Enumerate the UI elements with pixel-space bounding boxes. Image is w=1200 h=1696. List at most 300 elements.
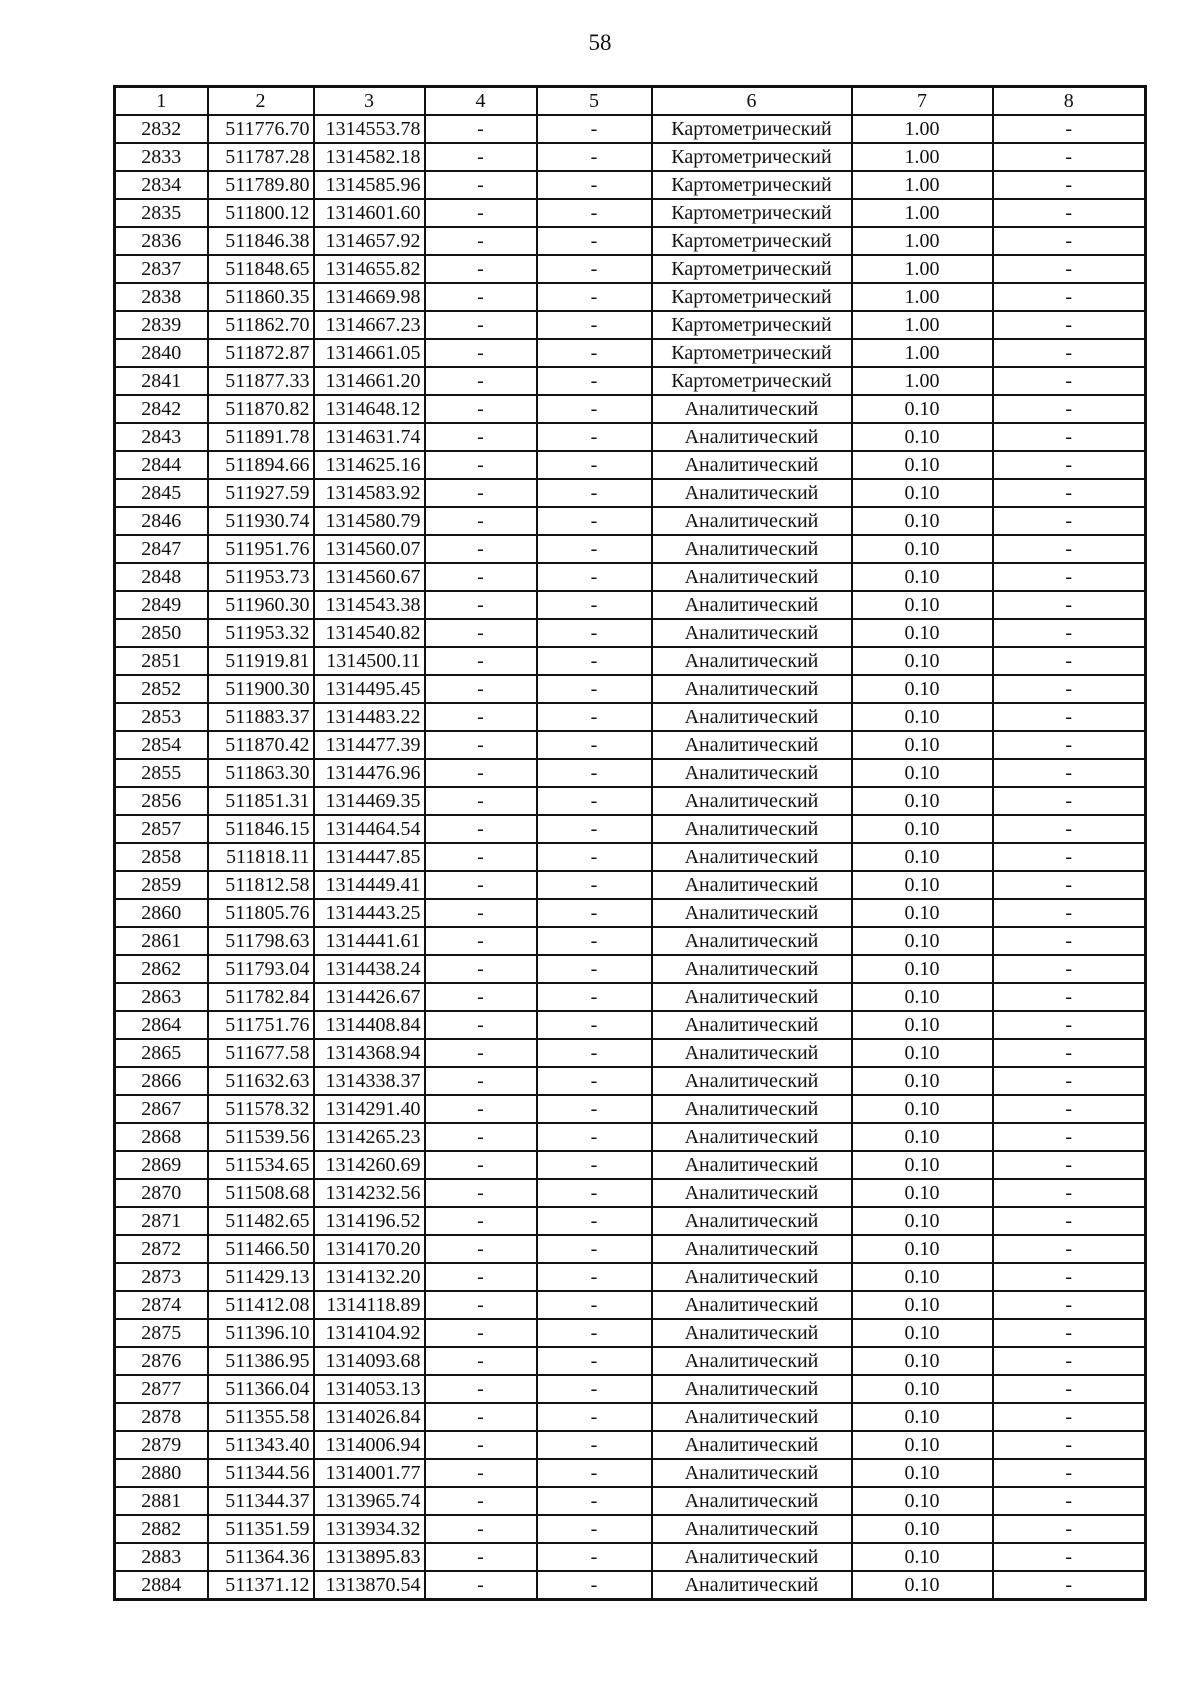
cell-accuracy: 0.10 [852, 395, 993, 423]
table-row [115, 1067, 1146, 1095]
cell-coord-y: 1314540.82 [314, 619, 425, 647]
table-row [115, 1011, 1146, 1039]
cell-coord-x: 511953.32 [208, 619, 314, 647]
cell-coord-y: 1314368.94 [314, 1039, 425, 1067]
cell-point-number: 2879 [115, 1431, 208, 1459]
cell-col-5: - [537, 675, 652, 703]
cell-method: Аналитический [652, 983, 852, 1011]
cell-accuracy: 0.10 [852, 871, 993, 899]
cell-coord-x: 511789.80 [208, 171, 314, 199]
cell-col-8: - [993, 171, 1146, 199]
cell-coord-y: 1313965.74 [314, 1487, 425, 1515]
cell-method: Аналитический [652, 703, 852, 731]
cell-accuracy: 1.00 [852, 339, 993, 367]
cell-coord-y: 1314093.68 [314, 1347, 425, 1375]
cell-point-number: 2866 [115, 1067, 208, 1095]
cell-point-number: 2880 [115, 1459, 208, 1487]
column-header-5: 5 [537, 87, 652, 116]
cell-col-5: - [537, 199, 652, 227]
cell-col-8: - [993, 787, 1146, 815]
cell-col-8: - [993, 451, 1146, 479]
cell-col-5: - [537, 1291, 652, 1319]
cell-coord-y: 1314661.05 [314, 339, 425, 367]
cell-method: Картометрический [652, 339, 852, 367]
cell-accuracy: 0.10 [852, 1011, 993, 1039]
cell-coord-x: 511787.28 [208, 143, 314, 171]
cell-col-4: - [425, 1487, 537, 1515]
cell-col-5: - [537, 311, 652, 339]
cell-coord-y: 1314170.20 [314, 1235, 425, 1263]
table-row [115, 1459, 1146, 1487]
cell-col-4: - [425, 367, 537, 395]
cell-point-number: 2857 [115, 815, 208, 843]
cell-method: Аналитический [652, 1459, 852, 1487]
cell-point-number: 2884 [115, 1571, 208, 1600]
table-row [115, 479, 1146, 507]
table-row [115, 983, 1146, 1011]
cell-accuracy: 1.00 [852, 311, 993, 339]
cell-coord-y: 1313895.83 [314, 1543, 425, 1571]
cell-coord-x: 511508.68 [208, 1179, 314, 1207]
cell-col-5: - [537, 1067, 652, 1095]
cell-col-8: - [993, 1459, 1146, 1487]
cell-method: Аналитический [652, 955, 852, 983]
cell-coord-x: 511534.65 [208, 1151, 314, 1179]
cell-col-5: - [537, 1487, 652, 1515]
cell-col-4: - [425, 759, 537, 787]
cell-accuracy: 0.10 [852, 1123, 993, 1151]
cell-col-5: - [537, 1347, 652, 1375]
cell-coord-y: 1314408.84 [314, 1011, 425, 1039]
cell-col-8: - [993, 703, 1146, 731]
cell-col-4: - [425, 451, 537, 479]
cell-coord-y: 1314449.41 [314, 871, 425, 899]
cell-method: Картометрический [652, 283, 852, 311]
table-row [115, 1207, 1146, 1235]
cell-col-5: - [537, 1543, 652, 1571]
cell-coord-y: 1314338.37 [314, 1067, 425, 1095]
table-row [115, 1403, 1146, 1431]
cell-point-number: 2849 [115, 591, 208, 619]
table-row [115, 1235, 1146, 1263]
cell-point-number: 2878 [115, 1403, 208, 1431]
cell-coord-x: 511364.36 [208, 1543, 314, 1571]
cell-accuracy: 0.10 [852, 423, 993, 451]
cell-accuracy: 1.00 [852, 283, 993, 311]
cell-col-8: - [993, 1291, 1146, 1319]
table-row [115, 1487, 1146, 1515]
cell-col-4: - [425, 1515, 537, 1543]
table-row [115, 843, 1146, 871]
cell-coord-x: 511800.12 [208, 199, 314, 227]
cell-col-8: - [993, 395, 1146, 423]
cell-col-8: - [993, 871, 1146, 899]
cell-accuracy: 0.10 [852, 1571, 993, 1600]
cell-col-4: - [425, 815, 537, 843]
cell-coord-y: 1314053.13 [314, 1375, 425, 1403]
cell-coord-x: 511578.32 [208, 1095, 314, 1123]
table-row [115, 619, 1146, 647]
cell-coord-x: 511927.59 [208, 479, 314, 507]
cell-col-8: - [993, 1235, 1146, 1263]
cell-method: Аналитический [652, 1039, 852, 1067]
cell-col-5: - [537, 479, 652, 507]
cell-col-4: - [425, 1375, 537, 1403]
cell-method: Аналитический [652, 871, 852, 899]
cell-point-number: 2874 [115, 1291, 208, 1319]
cell-coord-x: 511851.31 [208, 787, 314, 815]
cell-coord-x: 511482.65 [208, 1207, 314, 1235]
cell-col-5: - [537, 283, 652, 311]
cell-col-8: - [993, 815, 1146, 843]
cell-col-8: - [993, 759, 1146, 787]
cell-coord-y: 1314661.20 [314, 367, 425, 395]
cell-accuracy: 0.10 [852, 843, 993, 871]
cell-accuracy: 0.10 [852, 1095, 993, 1123]
cell-coord-x: 511366.04 [208, 1375, 314, 1403]
cell-coord-x: 511344.56 [208, 1459, 314, 1487]
cell-col-8: - [993, 1067, 1146, 1095]
cell-point-number: 2841 [115, 367, 208, 395]
cell-col-5: - [537, 1571, 652, 1600]
cell-accuracy: 1.00 [852, 367, 993, 395]
cell-col-4: - [425, 1179, 537, 1207]
cell-col-8: - [993, 927, 1146, 955]
cell-col-4: - [425, 535, 537, 563]
cell-col-8: - [993, 731, 1146, 759]
cell-accuracy: 0.10 [852, 1067, 993, 1095]
cell-col-4: - [425, 1095, 537, 1123]
cell-point-number: 2833 [115, 143, 208, 171]
cell-method: Аналитический [652, 1235, 852, 1263]
cell-accuracy: 0.10 [852, 619, 993, 647]
cell-accuracy: 0.10 [852, 1543, 993, 1571]
cell-point-number: 2852 [115, 675, 208, 703]
cell-accuracy: 0.10 [852, 731, 993, 759]
cell-coord-y: 1314483.22 [314, 703, 425, 731]
cell-method: Аналитический [652, 1067, 852, 1095]
cell-col-5: - [537, 815, 652, 843]
cell-coord-y: 1314625.16 [314, 451, 425, 479]
cell-method: Аналитический [652, 787, 852, 815]
cell-accuracy: 0.10 [852, 1319, 993, 1347]
cell-col-5: - [537, 1459, 652, 1487]
cell-col-4: - [425, 899, 537, 927]
cell-point-number: 2844 [115, 451, 208, 479]
cell-accuracy: 0.10 [852, 1151, 993, 1179]
cell-point-number: 2875 [115, 1319, 208, 1347]
cell-col-8: - [993, 563, 1146, 591]
cell-accuracy: 0.10 [852, 479, 993, 507]
cell-point-number: 2872 [115, 1235, 208, 1263]
cell-point-number: 2870 [115, 1179, 208, 1207]
cell-coord-x: 511818.11 [208, 843, 314, 871]
cell-col-4: - [425, 955, 537, 983]
cell-method: Аналитический [652, 1431, 852, 1459]
cell-col-4: - [425, 479, 537, 507]
cell-accuracy: 0.10 [852, 1207, 993, 1235]
cell-accuracy: 0.10 [852, 1263, 993, 1291]
cell-col-5: - [537, 171, 652, 199]
cell-coord-x: 511386.95 [208, 1347, 314, 1375]
cell-col-5: - [537, 1123, 652, 1151]
cell-col-8: - [993, 619, 1146, 647]
table-row [115, 1375, 1146, 1403]
cell-col-5: - [537, 367, 652, 395]
cell-col-5: - [537, 983, 652, 1011]
cell-col-4: - [425, 283, 537, 311]
cell-point-number: 2864 [115, 1011, 208, 1039]
cell-coord-y: 1314553.78 [314, 115, 425, 143]
cell-accuracy: 0.10 [852, 451, 993, 479]
cell-method: Аналитический [652, 619, 852, 647]
table-row [115, 591, 1146, 619]
cell-col-8: - [993, 255, 1146, 283]
cell-col-4: - [425, 1431, 537, 1459]
cell-col-8: - [993, 115, 1146, 143]
cell-col-4: - [425, 311, 537, 339]
cell-col-5: - [537, 1319, 652, 1347]
cell-col-5: - [537, 563, 652, 591]
cell-point-number: 2877 [115, 1375, 208, 1403]
cell-coord-y: 1314118.89 [314, 1291, 425, 1319]
table-row [115, 899, 1146, 927]
cell-col-8: - [993, 367, 1146, 395]
cell-accuracy: 0.10 [852, 1515, 993, 1543]
cell-method: Картометрический [652, 171, 852, 199]
table-row [115, 311, 1146, 339]
cell-col-4: - [425, 787, 537, 815]
column-header-1: 1 [115, 87, 208, 116]
table-row [115, 759, 1146, 787]
cell-col-8: - [993, 1431, 1146, 1459]
cell-accuracy: 1.00 [852, 199, 993, 227]
cell-coord-x: 511891.78 [208, 423, 314, 451]
cell-coord-x: 511677.58 [208, 1039, 314, 1067]
cell-coord-y: 1314426.67 [314, 983, 425, 1011]
table-row [115, 955, 1146, 983]
cell-point-number: 2869 [115, 1151, 208, 1179]
cell-method: Аналитический [652, 1571, 852, 1600]
cell-point-number: 2854 [115, 731, 208, 759]
cell-method: Аналитический [652, 1403, 852, 1431]
cell-method: Аналитический [652, 451, 852, 479]
cell-method: Аналитический [652, 1123, 852, 1151]
cell-method: Аналитический [652, 647, 852, 675]
cell-col-8: - [993, 1207, 1146, 1235]
column-header-6: 6 [652, 87, 852, 116]
cell-col-4: - [425, 1543, 537, 1571]
cell-col-8: - [993, 1515, 1146, 1543]
cell-method: Аналитический [652, 1543, 852, 1571]
cell-coord-y: 1314476.96 [314, 759, 425, 787]
cell-coord-x: 511930.74 [208, 507, 314, 535]
cell-coord-y: 1314657.92 [314, 227, 425, 255]
cell-coord-x: 511805.76 [208, 899, 314, 927]
cell-point-number: 2863 [115, 983, 208, 1011]
cell-point-number: 2873 [115, 1263, 208, 1291]
cell-accuracy: 1.00 [852, 227, 993, 255]
cell-coord-y: 1314580.79 [314, 507, 425, 535]
cell-col-4: - [425, 171, 537, 199]
cell-col-4: - [425, 983, 537, 1011]
cell-point-number: 2848 [115, 563, 208, 591]
cell-method: Аналитический [652, 395, 852, 423]
cell-coord-y: 1314104.92 [314, 1319, 425, 1347]
cell-coord-y: 1314441.61 [314, 927, 425, 955]
table-row [115, 283, 1146, 311]
cell-col-5: - [537, 1375, 652, 1403]
cell-accuracy: 0.10 [852, 927, 993, 955]
cell-col-5: - [537, 115, 652, 143]
cell-coord-y: 1314265.23 [314, 1123, 425, 1151]
cell-coord-x: 511846.38 [208, 227, 314, 255]
cell-col-5: - [537, 955, 652, 983]
cell-coord-y: 1314232.56 [314, 1179, 425, 1207]
cell-point-number: 2855 [115, 759, 208, 787]
cell-coord-y: 1314443.25 [314, 899, 425, 927]
column-header-3: 3 [314, 87, 425, 116]
cell-coord-y: 1314196.52 [314, 1207, 425, 1235]
page-number: 58 [588, 30, 612, 55]
cell-col-4: - [425, 255, 537, 283]
cell-col-8: - [993, 843, 1146, 871]
cell-method: Картометрический [652, 227, 852, 255]
table-row [115, 1039, 1146, 1067]
cell-col-4: - [425, 507, 537, 535]
cell-col-4: - [425, 619, 537, 647]
table-row [115, 1571, 1146, 1600]
cell-col-8: - [993, 283, 1146, 311]
cell-col-5: - [537, 507, 652, 535]
cell-col-4: - [425, 675, 537, 703]
cell-coord-x: 511953.73 [208, 563, 314, 591]
cell-col-5: - [537, 227, 652, 255]
cell-method: Аналитический [652, 927, 852, 955]
table-row [115, 1095, 1146, 1123]
table-row [115, 1179, 1146, 1207]
cell-col-4: - [425, 591, 537, 619]
cell-coord-x: 511429.13 [208, 1263, 314, 1291]
cell-col-5: - [537, 731, 652, 759]
cell-point-number: 2881 [115, 1487, 208, 1515]
cell-col-8: - [993, 535, 1146, 563]
cell-accuracy: 0.10 [852, 647, 993, 675]
cell-coord-x: 511371.12 [208, 1571, 314, 1600]
cell-coord-y: 1314631.74 [314, 423, 425, 451]
cell-coord-y: 1314477.39 [314, 731, 425, 759]
table-row [115, 563, 1146, 591]
cell-point-number: 2860 [115, 899, 208, 927]
cell-accuracy: 0.10 [852, 1459, 993, 1487]
cell-col-4: - [425, 1011, 537, 1039]
cell-col-5: - [537, 1431, 652, 1459]
cell-method: Картометрический [652, 199, 852, 227]
cell-coord-y: 1314601.60 [314, 199, 425, 227]
cell-coord-y: 1314438.24 [314, 955, 425, 983]
cell-accuracy: 1.00 [852, 115, 993, 143]
cell-method: Аналитический [652, 843, 852, 871]
coordinates-table [113, 85, 1147, 1601]
cell-point-number: 2856 [115, 787, 208, 815]
cell-coord-y: 1314655.82 [314, 255, 425, 283]
cell-method: Аналитический [652, 675, 852, 703]
cell-method: Аналитический [652, 1487, 852, 1515]
cell-col-4: - [425, 703, 537, 731]
cell-col-4: - [425, 1039, 537, 1067]
cell-col-4: - [425, 1459, 537, 1487]
cell-col-4: - [425, 1291, 537, 1319]
cell-coord-x: 511862.70 [208, 311, 314, 339]
cell-accuracy: 0.10 [852, 535, 993, 563]
table-row [115, 451, 1146, 479]
cell-col-4: - [425, 339, 537, 367]
cell-method: Аналитический [652, 423, 852, 451]
table-row [115, 143, 1146, 171]
table-row [115, 507, 1146, 535]
cell-coord-y: 1314495.45 [314, 675, 425, 703]
cell-method: Аналитический [652, 1319, 852, 1347]
table-row [115, 1347, 1146, 1375]
table-row [115, 1515, 1146, 1543]
cell-accuracy: 0.10 [852, 507, 993, 535]
cell-col-4: - [425, 423, 537, 451]
cell-coord-x: 511900.30 [208, 675, 314, 703]
cell-accuracy: 1.00 [852, 171, 993, 199]
cell-coord-y: 1314469.35 [314, 787, 425, 815]
cell-coord-y: 1314582.18 [314, 143, 425, 171]
cell-col-5: - [537, 143, 652, 171]
cell-coord-x: 511344.37 [208, 1487, 314, 1515]
cell-accuracy: 0.10 [852, 1403, 993, 1431]
cell-col-8: - [993, 311, 1146, 339]
cell-method: Картометрический [652, 115, 852, 143]
cell-accuracy: 0.10 [852, 983, 993, 1011]
cell-point-number: 2840 [115, 339, 208, 367]
cell-col-8: - [993, 1571, 1146, 1600]
cell-coord-x: 511872.87 [208, 339, 314, 367]
cell-col-4: - [425, 843, 537, 871]
cell-coord-y: 1314669.98 [314, 283, 425, 311]
cell-method: Аналитический [652, 1291, 852, 1319]
cell-coord-x: 511812.58 [208, 871, 314, 899]
cell-col-5: - [537, 927, 652, 955]
cell-accuracy: 0.10 [852, 675, 993, 703]
cell-point-number: 2861 [115, 927, 208, 955]
cell-accuracy: 0.10 [852, 815, 993, 843]
cell-col-8: - [993, 1123, 1146, 1151]
cell-accuracy: 0.10 [852, 703, 993, 731]
cell-point-number: 2859 [115, 871, 208, 899]
cell-method: Аналитический [652, 1207, 852, 1235]
table-row [115, 199, 1146, 227]
cell-col-5: - [537, 703, 652, 731]
cell-point-number: 2862 [115, 955, 208, 983]
table-row [115, 703, 1146, 731]
cell-col-5: - [537, 619, 652, 647]
cell-point-number: 2846 [115, 507, 208, 535]
cell-col-5: - [537, 451, 652, 479]
cell-col-5: - [537, 899, 652, 927]
cell-col-4: - [425, 1347, 537, 1375]
cell-point-number: 2868 [115, 1123, 208, 1151]
cell-accuracy: 0.10 [852, 591, 993, 619]
cell-point-number: 2838 [115, 283, 208, 311]
cell-point-number: 2842 [115, 395, 208, 423]
cell-coord-x: 511355.58 [208, 1403, 314, 1431]
cell-point-number: 2858 [115, 843, 208, 871]
cell-col-4: - [425, 1571, 537, 1600]
